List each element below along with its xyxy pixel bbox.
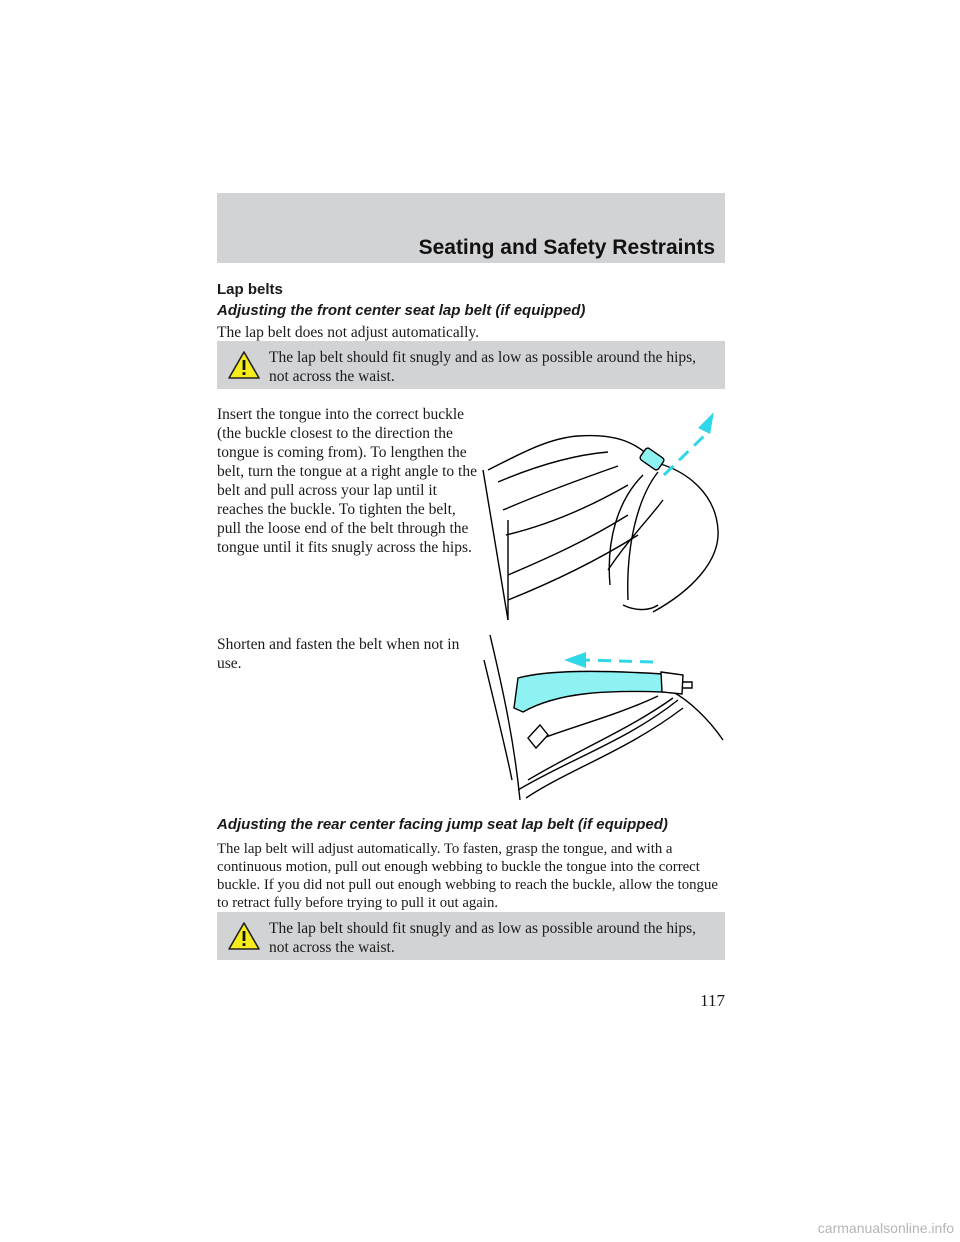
section-title: Lap belts [217,281,283,298]
warning-icon [227,921,261,951]
page-header-title: Seating and Safety Restraints [418,236,715,259]
rear-belt-heading: Adjusting the rear center facing jump seat lap belt (if equipped) [217,816,668,833]
front-belt-intro: The lap belt does not adjust automatically. [217,324,479,341]
lap-belt-lengthen-illustration [478,400,728,625]
front-belt-instructions: Insert the tongue into the correct buckle (the buckle closest to the direction the tongue is coming from). To lengthen the belt, turn the tongue at a right angle to the belt and pull across your lap until it reaches the buckle. To tighten the belt, pull the loose end of the belt through the tongue until it fits snugly across the hips. [217,406,477,556]
warning-icon [227,350,261,380]
front-belt-heading: Adjusting the front center seat lap belt (if equipped) [217,302,586,319]
warning-box-front [217,341,725,389]
watermark: carmanualsonline.info [817,1220,954,1236]
front-belt-storage: Shorten and fasten the belt when not in use. [217,636,460,672]
warning-text-rear: The lap belt should fit snugly and as low as possible around the hips, not across the waist. [269,920,697,956]
page-number: 117 [700,991,725,1010]
rear-belt-body: The lap belt will adjust automatically. To fasten, grasp the tongue, and with a continuous motion, pull out enough webbing to buckle the tongue into the correct buckle. If you did not pull out enough webbing to reach the buckle, allow the tongue to retract fully before trying to pull it out again. [217,841,718,911]
lap-belt-stowed-illustration [478,630,728,802]
warning-text-front: The lap belt should fit snugly and as low as possible around the hips, not across the waist. [269,349,697,385]
header-band [217,193,725,263]
warning-box-rear [217,912,725,960]
